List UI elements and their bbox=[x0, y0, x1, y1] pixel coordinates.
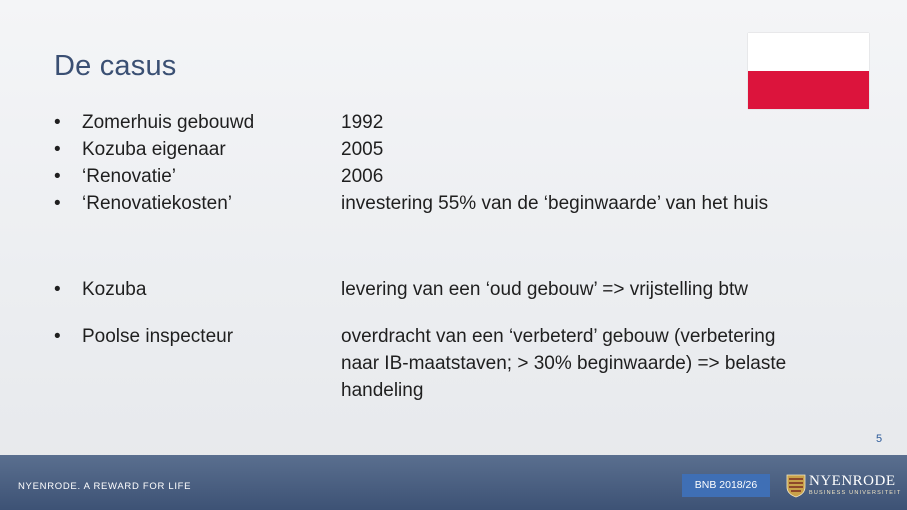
footer-bar bbox=[0, 455, 907, 510]
kozuba-label: Kozuba bbox=[82, 279, 147, 300]
fact-value: 2005 bbox=[341, 139, 384, 160]
logo-wordmark: NYENRODE bbox=[809, 473, 896, 489]
list-item bbox=[54, 136, 254, 163]
case-reference-badge: BNB 2018/26 bbox=[682, 474, 770, 497]
inspecteur-line: handeling bbox=[341, 380, 424, 401]
facts-list bbox=[54, 109, 254, 217]
poland-flag-icon bbox=[748, 33, 869, 109]
footer-tagline: NYENRODE. A REWARD FOR LIFE bbox=[18, 481, 192, 492]
kozuba-value: levering van een ‘oud gebouw’ => vrijstelling btw bbox=[341, 279, 748, 300]
fact-label: Kozuba eigenaar bbox=[82, 139, 226, 160]
bullet-icon: • bbox=[54, 139, 61, 160]
list-item bbox=[54, 163, 254, 190]
inspecteur-label: Poolse inspecteur bbox=[82, 326, 234, 347]
nyenrode-shield-icon bbox=[786, 474, 806, 498]
page-number: 5 bbox=[876, 433, 883, 445]
bullet-icon: • bbox=[54, 166, 61, 187]
facts-values bbox=[341, 109, 768, 217]
fact-value: 1992 bbox=[341, 112, 384, 133]
inspecteur-line: overdracht van een ‘verbeterd’ gebouw (verbetering bbox=[341, 326, 776, 347]
bullet-icon: • bbox=[54, 326, 61, 347]
fact-value: 2006 bbox=[341, 166, 384, 187]
nyenrode-logo bbox=[786, 472, 902, 500]
list-item bbox=[54, 190, 254, 217]
fact-label: Zomerhuis gebouwd bbox=[82, 112, 255, 133]
inspecteur-value bbox=[341, 323, 786, 404]
logo-subtitle: BUSINESS UNIVERSITEIT bbox=[809, 490, 902, 496]
fact-value: investering 55% van de ‘beginwaarde’ van het huis bbox=[341, 193, 769, 214]
fact-label: ‘Renovatie’ bbox=[82, 166, 176, 187]
bullet-icon: • bbox=[54, 279, 61, 300]
bullet-icon: • bbox=[54, 193, 61, 214]
kozuba-item bbox=[54, 276, 146, 303]
fact-label: ‘Renovatiekosten’ bbox=[82, 193, 232, 214]
inspecteur-item bbox=[54, 323, 233, 350]
page-title: De casus bbox=[54, 50, 177, 82]
bullet-icon: • bbox=[54, 112, 61, 133]
list-item bbox=[54, 109, 254, 136]
inspecteur-line: naar IB-maatstaven; > 30% beginwaarde) => belaste bbox=[341, 353, 787, 374]
